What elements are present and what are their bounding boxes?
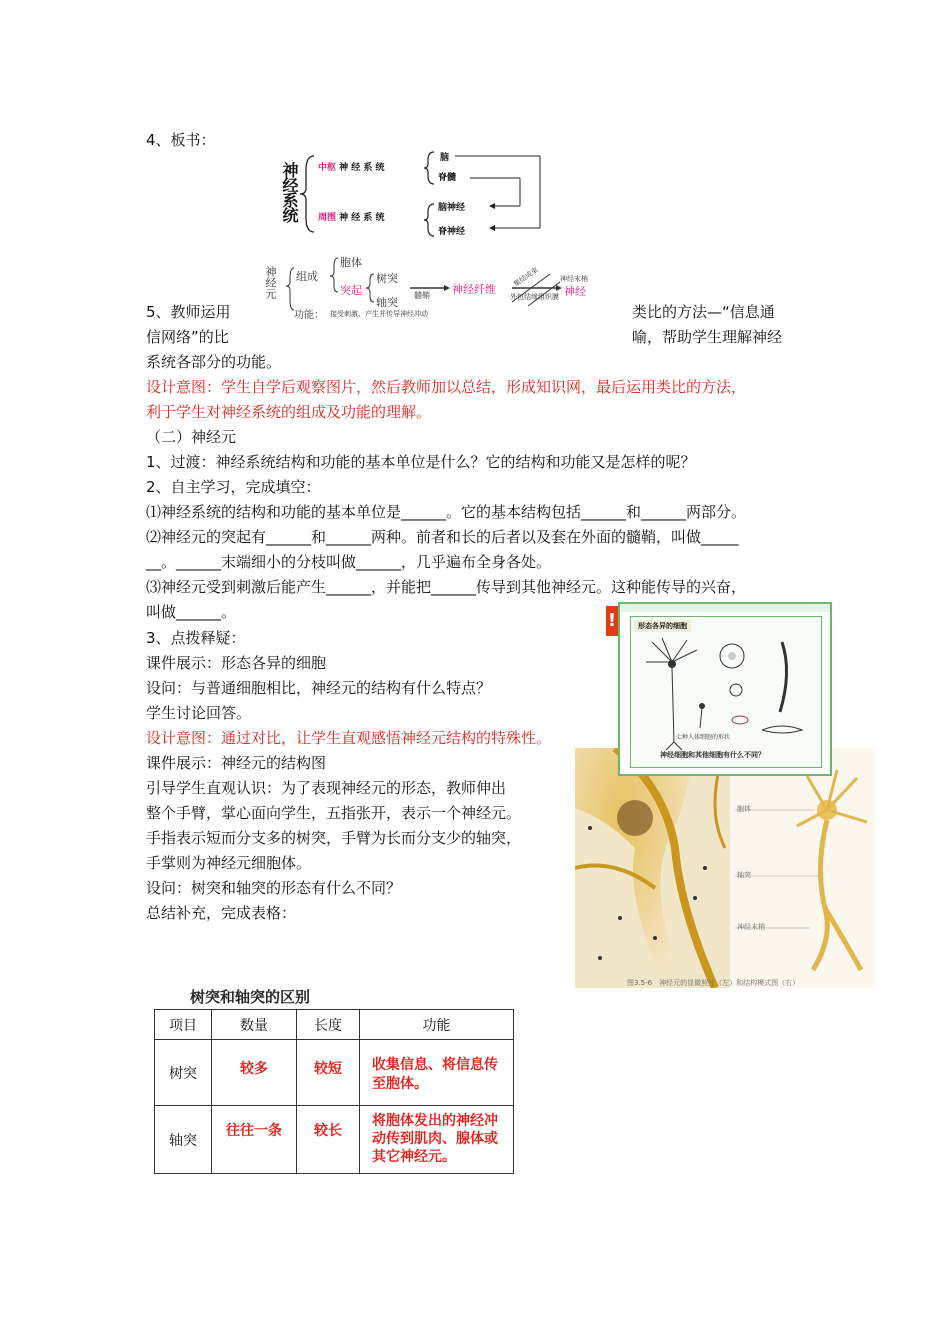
design-intent-2: 设计意图：通过对比，让学生直观感悟神经元结构的特殊性。: [146, 729, 552, 747]
ask-2: 设问：树突和轴突的形态有什么不同？: [146, 879, 402, 897]
guide-2: 整个手臂，掌心面向学生，五指张开，表示一个神经元。: [146, 804, 522, 822]
table-header-row: [155, 1010, 514, 1040]
brain-nerve-label: 脑神经: [438, 203, 466, 213]
cell-image-caption: 七种人体细胞的形状: [676, 734, 731, 741]
question-1: 1、过渡：神经系统结构和功能的基本单位是什么？它的结构和功能又是怎样的呢？: [146, 453, 696, 471]
row-dendrite-length: 较短: [297, 1040, 360, 1106]
neuron-image-caption: 图3.5-6 神经元的显微照片（左）和结构模式图（右）: [627, 979, 800, 987]
fill-blank-1: ⑴神经系统的结构和功能的基本单位是______。它的基本结构包括______和______两部分。: [146, 503, 747, 521]
header-count: 数量: [212, 1010, 297, 1040]
cell-types-image: [607, 602, 832, 776]
header-function: 功能: [360, 1010, 514, 1040]
neuron-label-body: 胞体: [737, 805, 751, 813]
section-4-heading: 4、板书：: [146, 131, 216, 149]
row-axon-length: 较长: [297, 1106, 360, 1174]
question-3: 3、点拨释疑：: [146, 629, 246, 647]
neuron-vertical-title: 神经元: [264, 266, 277, 299]
dendrite-label: 树突: [376, 272, 398, 285]
neuron-structure-drawing: [575, 748, 875, 988]
design-intent-1-line1: 设计意图：学生自学后观察图片，然后教师加以总结，形成知识网，最后运用类比的方法，: [146, 378, 747, 396]
p5-line2-left: 信网络”的比: [146, 328, 229, 346]
question-2: 2、自主学习，完成填空：: [146, 478, 321, 496]
nerve-label: 神经: [564, 285, 586, 298]
p5-line1-left: 5、教师运用: [146, 303, 231, 321]
fill-blank-3a: ⑶神经元受到刺激后能产生______，并能把______传导到其他神经元。这种能传导的兴奋，: [146, 578, 747, 596]
myelin-label: 髓鞘: [414, 291, 430, 300]
discuss: 学生讨论回答。: [146, 704, 252, 722]
row-axon-function: 将胞体发出的神经冲动传到肌肉、腺体或其它神经元。: [360, 1106, 514, 1174]
guide-3: 手指表示短而分支多的树突，手臂为长而分支少的轴突，: [146, 829, 522, 847]
header-item: 项目: [155, 1010, 212, 1040]
spinal-cord-label: 脊髓: [438, 173, 457, 183]
cell-image-question: 神经细胞和其他细胞有什么不同？: [660, 751, 765, 759]
membrane-label: 外包结缔组织膜: [510, 293, 559, 301]
ask-1: 设问：与普通细胞相比，神经元的结构有什么特点？: [146, 679, 492, 697]
board-diagram-nervous-system: [270, 148, 550, 240]
comparison-table: [154, 1009, 514, 1174]
peripheral-label: 周围: [318, 213, 337, 223]
summary: 总结补充，完成表格：: [146, 904, 297, 922]
guide-4: 手掌则为神经元细胞体。: [146, 854, 312, 872]
cell-image-header-bar: [620, 604, 830, 612]
p5-line1-right: 类比的方法—“信息通: [632, 303, 775, 321]
design-intent-1-line2: 利于学生对神经系统的组成及功能的理解。: [146, 403, 432, 421]
row-dendrite-function: 收集信息、将信息传至胞体。: [360, 1040, 514, 1106]
show-1: 课件展示：形态各异的细胞: [146, 654, 327, 672]
central-suffix: 神 经 系 统: [339, 163, 385, 173]
board-diagram-lines: [270, 148, 550, 240]
exclamation-icon: !: [606, 606, 618, 636]
axon-label: 轴突: [376, 296, 398, 309]
header-length: 长度: [297, 1010, 360, 1040]
section-2-title: （二）神经元: [146, 428, 237, 446]
board-vertical-title: 神经系统: [280, 162, 299, 222]
row-dendrite-item: 树突: [155, 1040, 212, 1106]
fill-blank-3b: 叫做______。: [146, 603, 237, 621]
composition-label: 组成: [296, 270, 318, 283]
table-title: 树突和轴突的区别: [190, 988, 311, 1006]
p5-line3: 系统各部分的功能。: [146, 353, 282, 371]
function-text: 接受刺激、产生并传导神经冲动: [330, 310, 428, 318]
fill-blank-2b: __。______末端细小的分枝叫做______，几乎遍布全身各处。: [146, 553, 552, 571]
board-diagram-neuron: [260, 252, 610, 324]
row-dendrite-count: 较多: [212, 1040, 297, 1106]
cell-image-title: 形态各异的细胞: [634, 620, 691, 632]
neuron-structure-image: [575, 748, 875, 988]
neuron-label-ending: 神经末梢: [737, 923, 765, 931]
guide-1: 引导学生直观认识：为了表现神经元的形态，教师伸出: [146, 779, 507, 797]
spinal-nerve-label: 脊神经: [438, 227, 466, 237]
brain-label: 脑: [440, 153, 450, 163]
table-row: [155, 1040, 514, 1106]
bundle-label: 集结成束: [512, 265, 540, 289]
function-label: 功能：: [294, 310, 324, 321]
row-axon-item: 轴突: [155, 1106, 212, 1174]
nerve-ending-label: 神经末梢: [560, 275, 588, 283]
central-label: 中枢: [318, 163, 337, 173]
neuron-label-axon: 轴突: [737, 871, 751, 879]
p5-line2-right: 喻，帮助学生理解神经: [632, 328, 783, 346]
table-row: [155, 1106, 514, 1174]
fill-blank-2a: ⑵神经元的突起有______和______两种。前者和长的后者以及套在外面的髓鞘，叫做_____: [146, 528, 739, 546]
show-2: 课件展示：神经元的结构图: [146, 754, 327, 772]
cell-body-label: 胞体: [340, 256, 362, 269]
row-axon-count: 往往一条: [212, 1106, 297, 1174]
nerve-fiber-label: 神经纤维: [452, 283, 496, 296]
process-label: 突起: [340, 284, 362, 297]
peripheral-suffix: 神 经 系 统: [339, 213, 385, 223]
